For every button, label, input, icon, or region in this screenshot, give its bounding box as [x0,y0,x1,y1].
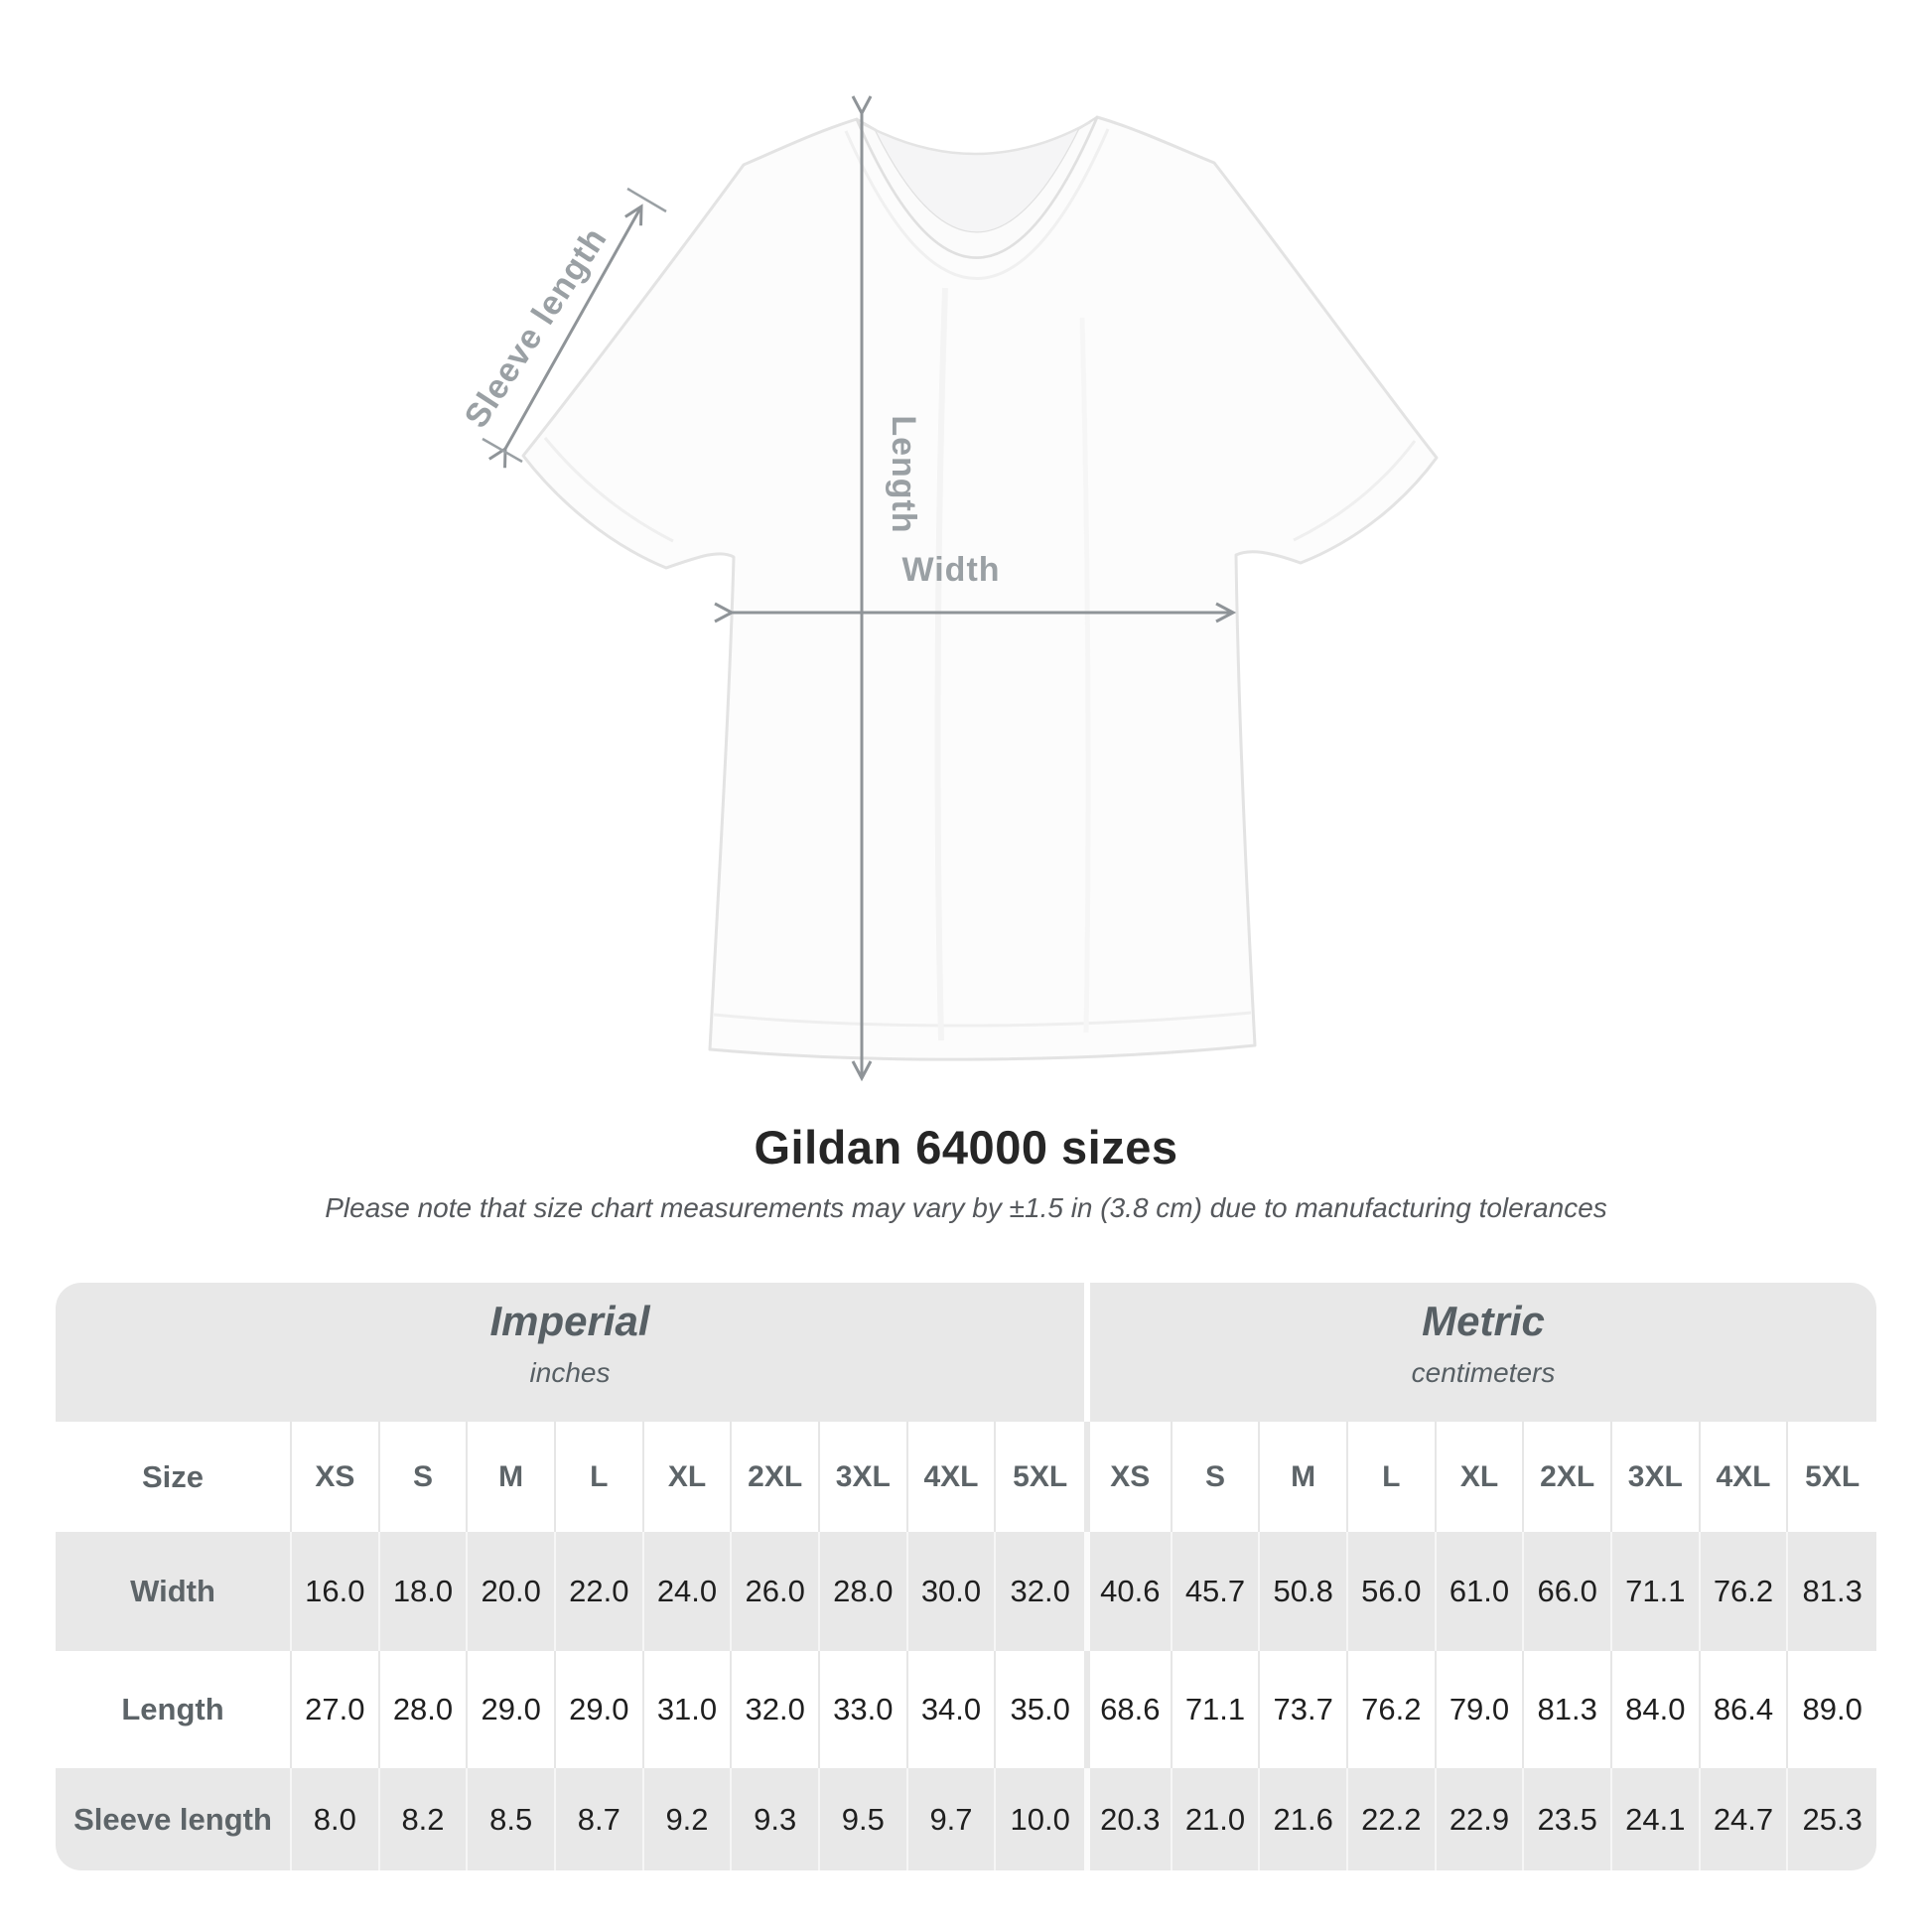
metric-title: Metric [1422,1298,1545,1344]
value-cell: 20.3 [1084,1768,1173,1870]
value-cell: 32.0 [1010,1574,1070,1608]
value-cell: 8.2 [380,1768,469,1870]
size-cell: XS [292,1422,380,1532]
size-cell: 3XL [1612,1422,1701,1532]
value-cell: 9.5 [820,1768,908,1870]
size-cell: S [380,1422,469,1532]
imperial-header [56,1283,1084,1422]
value-cell: 68.6 [1084,1651,1173,1768]
row-label: Length [56,1651,292,1768]
value-cell: 24.0 [644,1532,733,1651]
size-cell: 3XL [820,1422,908,1532]
size-cell: 5XL [1013,1459,1068,1493]
value-cell: 71.1 [1173,1651,1261,1768]
value-cell: 28.0 [380,1651,469,1768]
value-cell: 22.9 [1437,1768,1525,1870]
size-cell: 2XL [1524,1422,1612,1532]
value-cell: 26.0 [732,1532,820,1651]
value-cell: 16.0 [292,1532,380,1651]
value-cell: 29.0 [468,1651,556,1768]
row-sleeve-length [56,1768,1876,1870]
value-cell: 56.0 [1348,1532,1437,1651]
value-cell: 24.7 [1701,1768,1789,1870]
value-cell: 50.8 [1260,1532,1348,1651]
value-cell: 61.0 [1437,1532,1525,1651]
value-cell: 22.0 [556,1532,644,1651]
row-label: Sleeve length [56,1768,292,1870]
value-cell: 10.0 [1010,1801,1070,1837]
value-cell: 40.6 [1084,1532,1173,1651]
value-cell: 27.0 [292,1651,380,1768]
value-cell: 86.4 [1701,1651,1789,1768]
value-cell: 28.0 [820,1532,908,1651]
tolerance-note: Please note that size chart measurements may vary by ±1.5 in (3.8 cm) due to manufacturing tolerances [325,1192,1607,1223]
imperial-title: Imperial [489,1298,650,1344]
value-cell: 71.1 [1612,1532,1701,1651]
size-cell: M [468,1422,556,1532]
value-cell: 81.3 [1802,1574,1863,1608]
value-cell: 25.3 [1802,1801,1863,1837]
value-cell: 33.0 [820,1651,908,1768]
value-cell: 76.2 [1701,1532,1789,1651]
size-cell: L [556,1422,644,1532]
size-cell: M [1260,1422,1348,1532]
row-width [56,1532,1876,1651]
value-cell: 8.5 [468,1768,556,1870]
sleeve-length-label: Sleeve length [457,220,615,435]
value-cell: 21.0 [1173,1768,1261,1870]
value-cell: 32.0 [732,1651,820,1768]
value-cell: 9.2 [644,1768,733,1870]
unit-header-band [56,1283,1876,1422]
size-cell: 4XL [1701,1422,1789,1532]
value-cell: 34.0 [908,1651,997,1768]
value-cell: 81.3 [1524,1651,1612,1768]
value-cell: 89.0 [1802,1692,1863,1726]
size-header-row [56,1422,1876,1532]
metric-unit: centimeters [1411,1357,1556,1388]
value-cell: 79.0 [1437,1651,1525,1768]
size-cell: XS [1084,1422,1173,1532]
value-cell: 20.0 [468,1532,556,1651]
value-cell: 30.0 [908,1532,997,1651]
value-cell: 45.7 [1173,1532,1261,1651]
row-label: Width [56,1532,292,1651]
value-cell: 24.1 [1612,1768,1701,1870]
size-label: Size [56,1422,292,1532]
width-label: Width [901,551,1001,589]
value-cell: 8.7 [556,1768,644,1870]
size-cell: 5XL [1805,1459,1861,1493]
value-cell: 21.6 [1260,1768,1348,1870]
value-cell: 31.0 [644,1651,733,1768]
value-cell: 23.5 [1524,1768,1612,1870]
value-cell: 76.2 [1348,1651,1437,1768]
value-cell: 9.3 [732,1768,820,1870]
value-cell: 84.0 [1612,1651,1701,1768]
page-title: Gildan 64000 sizes [754,1121,1178,1173]
value-cell: 18.0 [380,1532,469,1651]
value-cell: 9.7 [908,1768,997,1870]
row-length [56,1651,1876,1768]
imperial-unit: inches [529,1357,611,1388]
size-table [56,1283,1876,1870]
value-cell: 22.2 [1348,1768,1437,1870]
value-cell: 73.7 [1260,1651,1348,1768]
size-cell: XL [644,1422,733,1532]
size-cell: XL [1437,1422,1525,1532]
metric-header [1084,1283,1876,1422]
value-cell: 29.0 [556,1651,644,1768]
size-cell: L [1348,1422,1437,1532]
size-cell: 2XL [732,1422,820,1532]
value-cell: 8.0 [292,1768,380,1870]
heading-block [0,1120,1932,1224]
value-cell: 35.0 [1010,1692,1070,1726]
size-cell: 4XL [908,1422,997,1532]
length-label: Length [885,415,922,534]
size-cell: S [1173,1422,1261,1532]
value-cell: 66.0 [1524,1532,1612,1651]
